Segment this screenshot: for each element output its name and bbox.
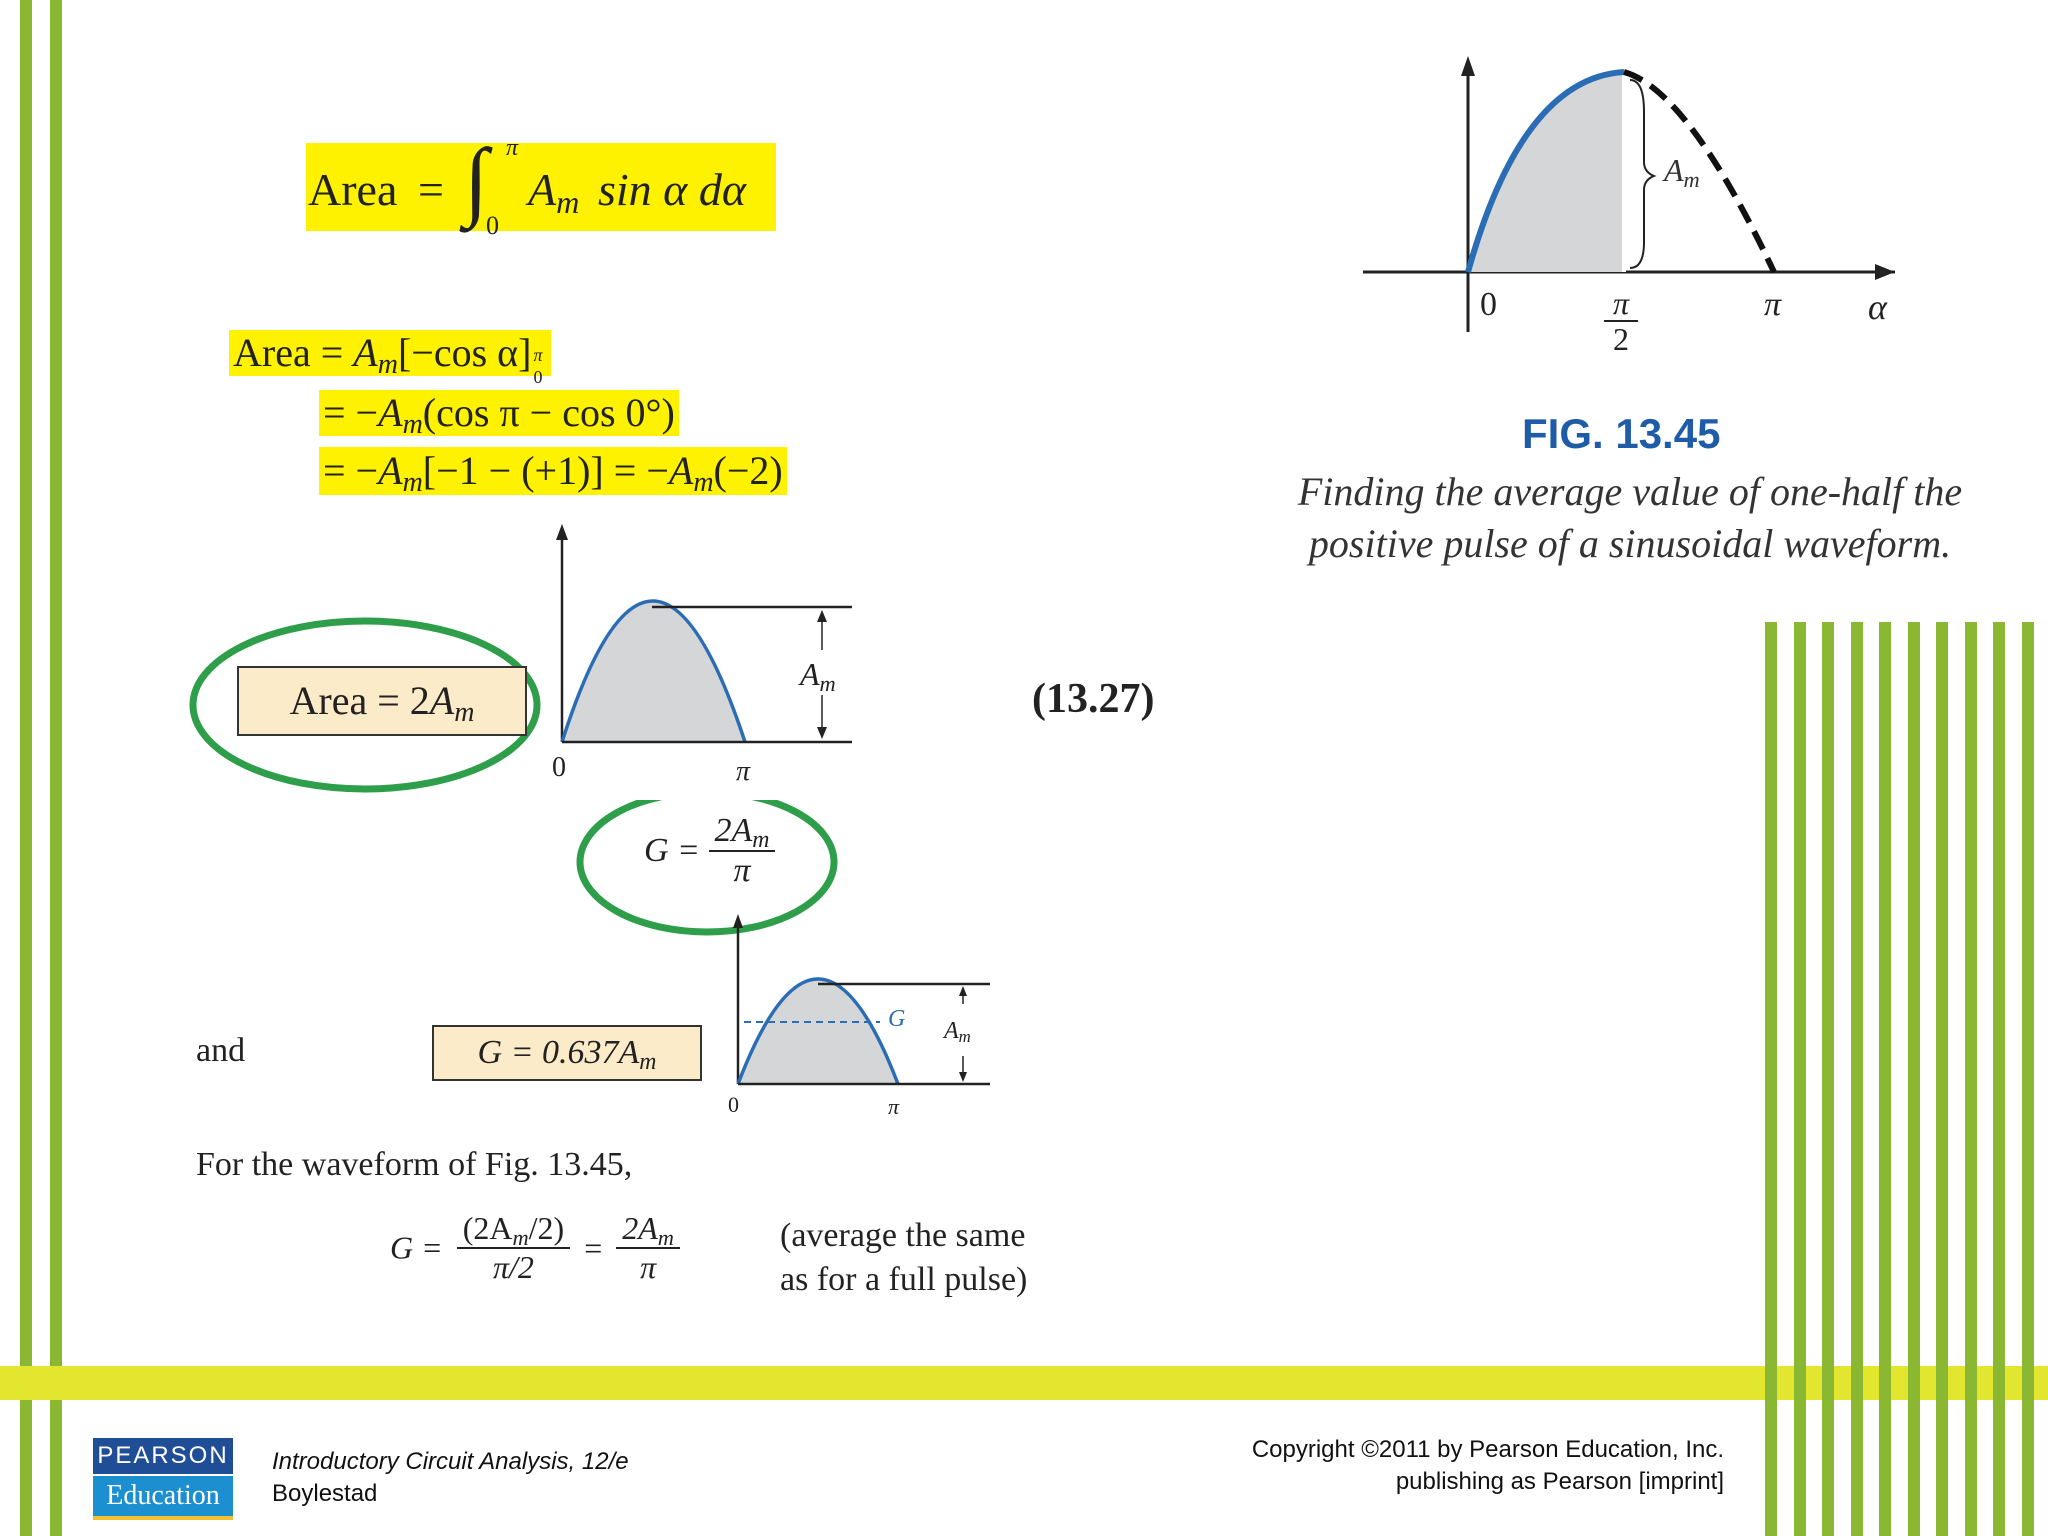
average-note: (average the same as for a full pulse) [780,1217,1028,1298]
area-eval-line-1: Area = Am[−cos α] π 0 [229,330,551,376]
graph1-pi-label: π [736,756,751,787]
footer-book-info: Introductory Circuit Analysis, 12/e Boylestad [272,1448,629,1507]
figure-pi-label: π [1764,286,1782,323]
area-result-box: Area = 2Am [237,666,527,736]
waveform-intro-text: For the waveform of Fig. 13.45, [196,1146,633,1183]
area-eval-line-3: = −Am[−1 − (+1)] = −Am(−2) [319,447,787,495]
equation-number: (13.27) [1032,676,1155,722]
figure-origin-label: 0 [1480,286,1497,323]
graph2-origin-label: 0 [728,1092,739,1117]
yellow-band [0,1366,2048,1400]
g-fraction: G = $\frac{2Am}{\pi}$ [644,812,775,890]
figure-label: FIG. 13.45 [1522,410,1721,457]
figure-half-pi-label: π 2 [1604,286,1638,356]
g-result-box: G = 0.637Am [432,1025,702,1081]
pearson-logo: PEARSON Education [93,1438,233,1520]
final-g-equation: G = $\frac{(2Am/2)}{\pi/2}$ = $\frac{2Am}{\pi}$ [390,1210,680,1286]
graph2-pi-label: π [888,1094,900,1119]
graph1-amplitude-label: Am [800,656,836,696]
area-integral-equation: Area = ∫ π 0 Am sin α dα [306,143,776,231]
graph1-origin-label: 0 [552,752,566,783]
figure-caption: Finding the average value of one-half the positive pulse of a sinusoidal waveform. [1297,469,1963,566]
graph2-g-label: G [888,1006,906,1032]
figure-alpha-label: α [1868,287,1887,327]
and-label: and [196,1032,246,1069]
figure-amplitude-label: Am [1664,152,1700,192]
left-stripe-2 [50,0,62,1536]
left-stripe-1 [20,0,32,1536]
graph2-amplitude-label: Am [944,1018,971,1047]
full-pulse-graph [540,520,880,790]
footer-copyright: Copyright ©2011 by Pearson Education, Inc. publishing as Pearson [imprint] [1251,1436,1724,1495]
average-value-graph [720,912,1020,1092]
area-eval-line-2: = −Am(cos π − cos 0°) [319,390,679,436]
